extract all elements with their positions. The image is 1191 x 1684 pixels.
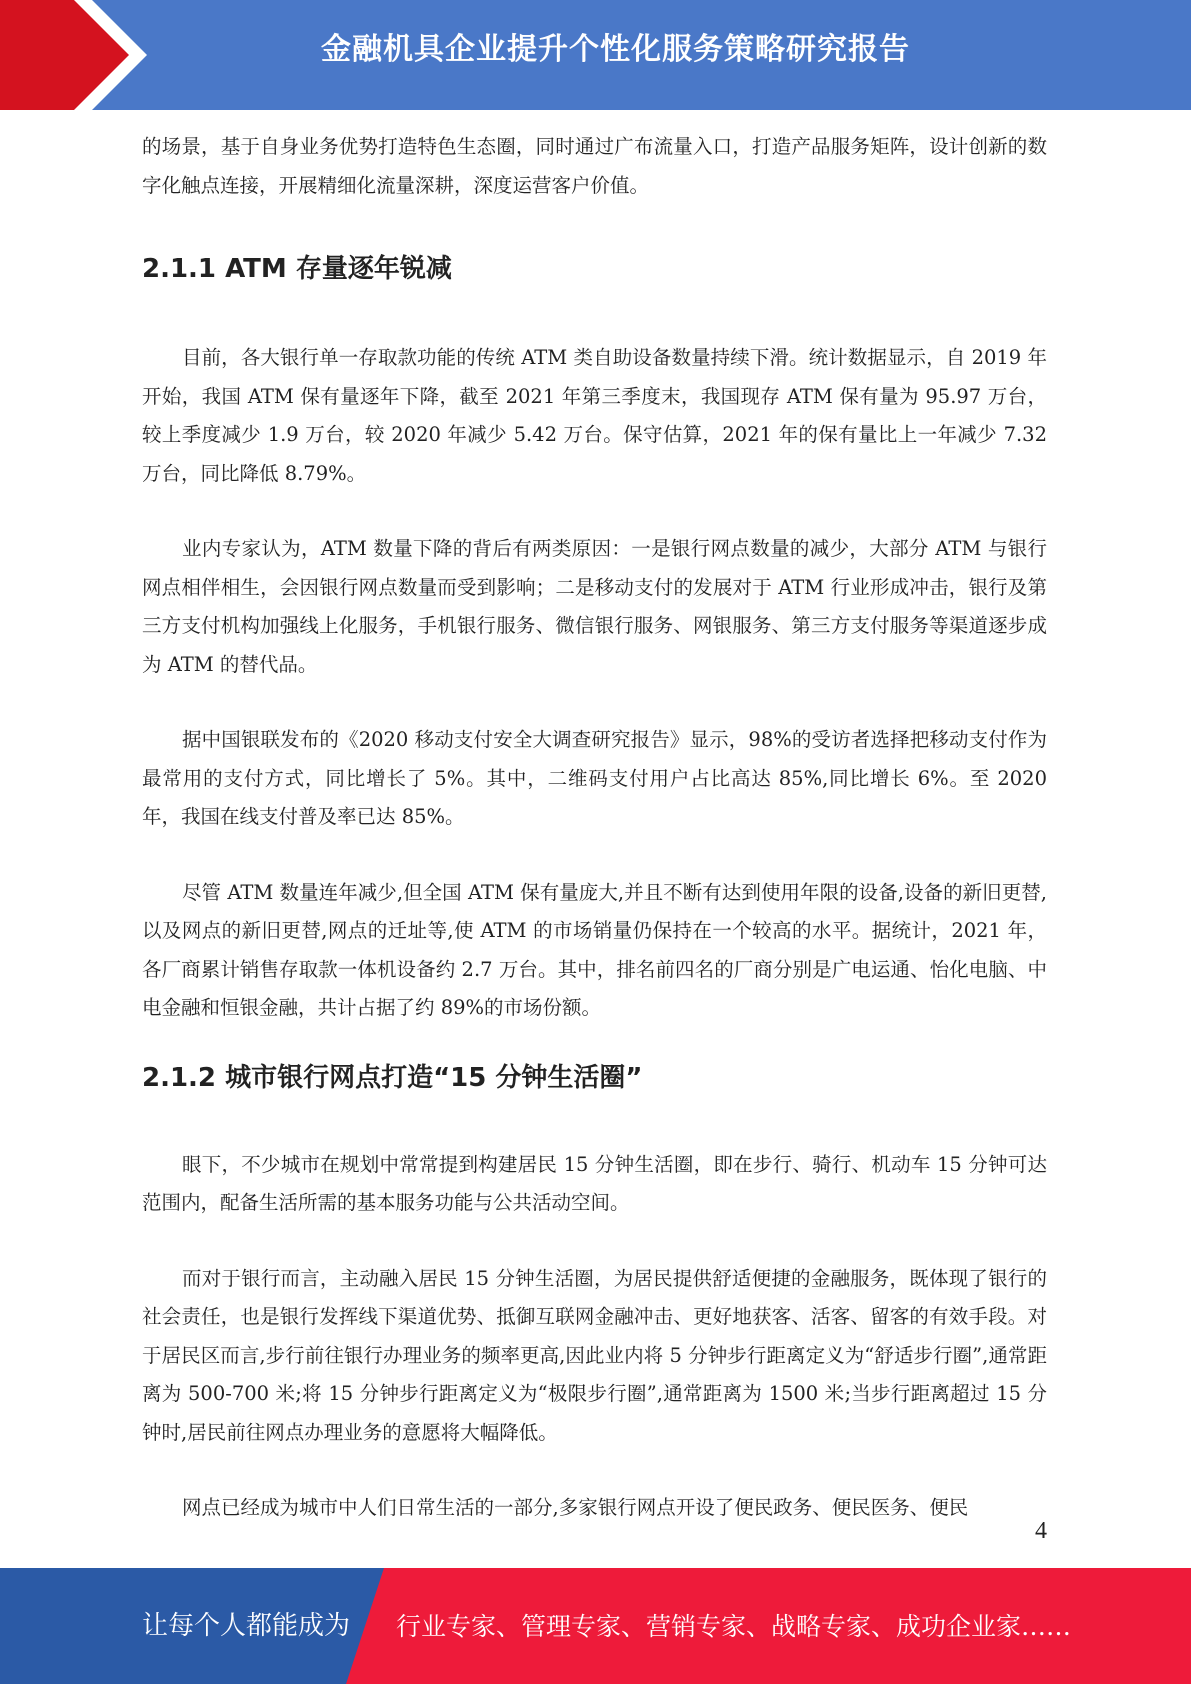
page-footer [0, 1568, 1191, 1684]
page-content [142, 128, 1047, 1528]
paragraph: 业内专家认为，ATM 数量下降的背后有两类原因：一是银行网点数量的减少，大部分 ATM 与银行网点相伴相生，会因银行网点数量而受到影响；二是移动支付的发展对于 ATM 行业形成冲击，银行及第三方支付机构加强线上化服务，手机银行服务、微信银行服务、网银服务、第三方支付服务等渠道逐步成为 ATM 的替代品。 [142, 537, 1047, 676]
page-number: 4 [1035, 1518, 1047, 1544]
intro-paragraph: 的场景，基于自身业务优势打造特色生态圈，同时通过广布流量入口，打造产品服务矩阵，设计创新的数字化触点连接，开展精细化流量深耕，深度运营客户价值。 [142, 135, 1047, 197]
paragraph: 尽管 ATM 数量连年减少,但全国 ATM 保有量庞大,并且不断有达到使用年限的设备,设备的新旧更替,以及网点的新旧更替,网点的迁址等,使 ATM 的市场销量仍保持在一个较高的水平。据统计，2021 年，各厂商累计销售存取款一体机设备约 2.7 万台。其中，排名前四名的厂商分别是广电运通、怡化电脑、中电金融和恒银金融，共计占据了约 89%的市场份额。 [142, 880, 1047, 1019]
section-heading-atm: 2.1.1 ATM 存量逐年锐减 [142, 254, 452, 284]
section-heading-15min: 2.1.2 城市银行网点打造“15 分钟生活圈” [142, 1062, 643, 1093]
page-header [0, 0, 1191, 110]
paragraph: 眼下，不少城市在规划中常常提到构建居民 15 分钟生活圈，即在步行、骑行、机动车 15 分钟可达范围内，配备生活所需的基本服务功能与公共活动空间。 [142, 1152, 1047, 1214]
report-title: 金融机具企业提升个性化服务策略研究报告 [321, 32, 910, 67]
footer-slogan-left: 让每个人都能成为 [142, 1611, 351, 1641]
paragraph: 目前，各大银行单一存取款功能的传统 ATM 类自助设备数量持续下滑。统计数据显示，自 2019 年开始，我国 ATM 保有量逐年下降，截至 2021 年第三季度末，我国现存 ATM 保有量为 95.97 万台，较上季度减少 1.9 万台，较 2020 年减少 5.42 万台。保守估算，2021 年的保有量比上一年减少 7.32 万台，同比降低 8.79%。 [142, 346, 1047, 485]
paragraph: 而对于银行而言，主动融入居民 15 分钟生活圈，为居民提供舒适便捷的金融服务，既体现了银行的社会责任，也是银行发挥线下渠道优势、抵御互联网金融冲击、更好地获客、活客、留客的有效手段。对于居民区而言,步行前往银行办理业务的频率更高,因此业内将 5 分钟步行距离定义为“舒适步行圈”,通常距离为 500-700 米;将 15 分钟步行距离定义为“极限步行圈”,通常距离为 1500 米;当步行距离超过 15 分钟时,居民前往网点办理业务的意愿将大幅降低。 [142, 1266, 1047, 1444]
paragraph: 据中国银联发布的《2020 移动支付安全大调查研究报告》显示，98%的受访者选择把移动支付作为最常用的支付方式，同比增长了 5%。其中，二维码支付用户占比高达 85%,同比增长 6%。至 2020 年，我国在线支付普及率已达 85%。 [142, 728, 1047, 828]
paragraph: 网点已经成为城市中人们日常生活的一部分,多家银行网点开设了便民政务、便民医务、便民 [182, 1496, 969, 1519]
footer-slogan-right: 行业专家、管理专家、营销专家、战略专家、成功企业家…… [396, 1612, 1072, 1641]
